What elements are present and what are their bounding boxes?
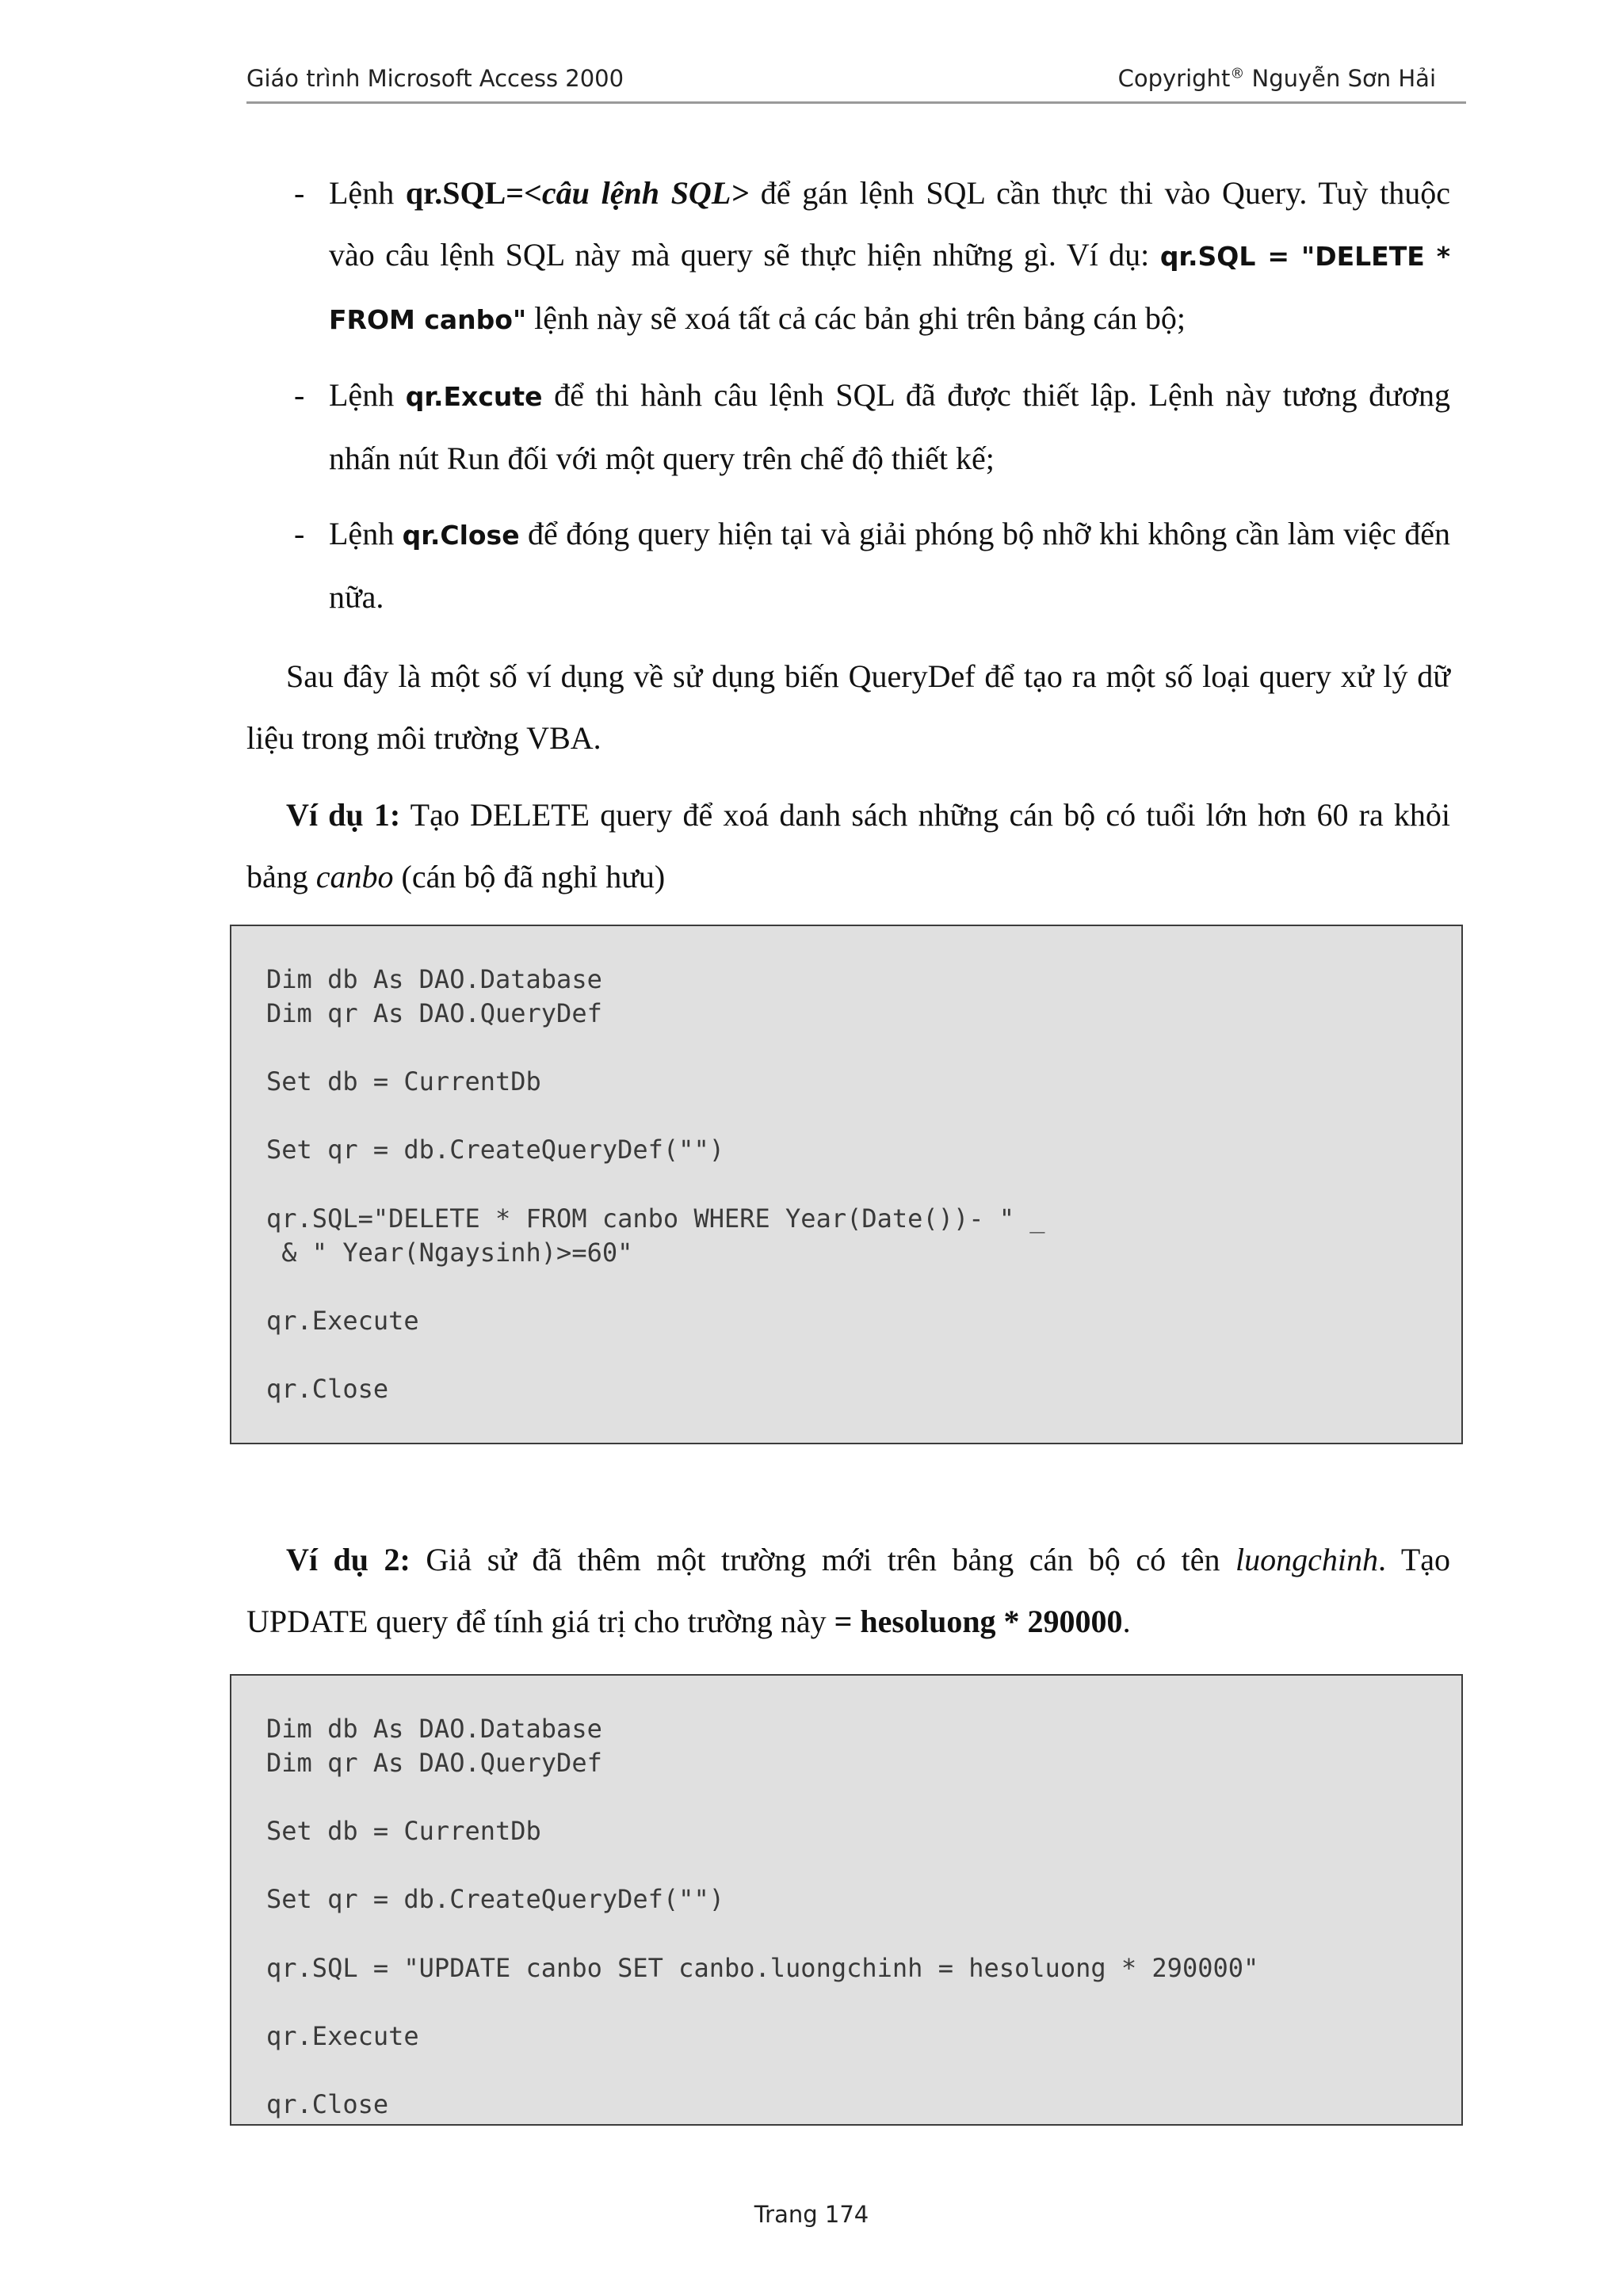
keyword-bold: qr.SQL= bbox=[405, 175, 525, 211]
code-line: & " Year(Ngaysinh)>=60" bbox=[266, 1238, 633, 1268]
bullet-qr-sql bbox=[294, 162, 1450, 351]
text-run: Tạo DELETE query để xoá danh sách những cán bộ có tuổi lớn hơn 60 ra khỏi bảng bbox=[246, 797, 1451, 894]
example-2-description bbox=[246, 1529, 1450, 1653]
code-line: Set db = CurrentDb bbox=[266, 1066, 541, 1097]
example-label: Ví dụ 2: bbox=[286, 1542, 411, 1577]
inline-code: qr.SQL = "DELETE * FROM canbo" bbox=[329, 241, 1451, 335]
code-line: Dim db As DAO.Database bbox=[266, 964, 602, 994]
bullet-qr-close bbox=[294, 503, 1450, 628]
text-run: . Tạo UPDATE query để tính giá trị cho trường này bbox=[246, 1542, 1451, 1639]
inline-code: qr.Excute bbox=[405, 381, 543, 412]
bullet-text bbox=[329, 162, 1450, 351]
example-label: Ví dụ 1: bbox=[286, 797, 401, 833]
intro-text: Sau đây là một số ví dụng về sử dụng biến QueryDef để tạo ra một số loại query xử lý dữ liệu trong môi trường VBA. bbox=[246, 658, 1450, 756]
bullet-qr-excute bbox=[294, 364, 1450, 490]
text-run: (cán bộ đã nghỉ hưu) bbox=[393, 859, 666, 894]
text-run: Lệnh bbox=[329, 175, 406, 211]
text-run: để đóng query hiện tại và giải phóng bộ nhỡ khi không cần làm việc đến nữa. bbox=[329, 516, 1450, 615]
header-title: Giáo trình Microsoft Access 2000 bbox=[246, 65, 624, 92]
code-line: Set qr = db.CreateQueryDef("") bbox=[266, 1135, 724, 1165]
code-block-delete-query bbox=[230, 925, 1463, 1444]
bullet-text bbox=[329, 503, 1450, 628]
code-line: qr.Close bbox=[266, 1374, 389, 1404]
code-line: Dim db As DAO.Database bbox=[266, 1714, 602, 1744]
bullet-dash: - bbox=[294, 377, 305, 413]
code-line: Dim qr As DAO.QueryDef bbox=[266, 1748, 602, 1778]
example-1-description bbox=[246, 784, 1450, 908]
code-line: qr.Execute bbox=[266, 2021, 419, 2051]
field-name-italic: luongchinh bbox=[1235, 1542, 1379, 1577]
intro-paragraph bbox=[246, 646, 1450, 769]
table-name-italic: canbo bbox=[315, 859, 394, 894]
formula-bold: = hesoluong * 290000 bbox=[834, 1604, 1123, 1639]
code-line: qr.SQL="DELETE * FROM canbo WHERE Year(Date())- " _ bbox=[266, 1203, 1045, 1234]
code-line: qr.Close bbox=[266, 2089, 389, 2119]
code-line: qr.Execute bbox=[266, 1306, 419, 1336]
author-name: Nguyễn Sơn Hải bbox=[1244, 65, 1436, 92]
text-run: Lệnh bbox=[329, 377, 406, 413]
code-line: Dim qr As DAO.QueryDef bbox=[266, 998, 602, 1028]
bullet-text bbox=[329, 364, 1450, 490]
bullet-dash: - bbox=[294, 175, 305, 211]
page-number: Trang 174 bbox=[754, 2201, 869, 2228]
copyright-label: Copyright bbox=[1117, 65, 1231, 92]
code-line: qr.SQL = "UPDATE canbo SET canbo.luongchinh = hesoluong * 290000" bbox=[266, 1953, 1259, 1983]
text-run: Giả sử đã thêm một trường mới trên bảng cán bộ có tên bbox=[410, 1542, 1236, 1577]
text-run: để thi hành câu lệnh SQL đã được thiết lập. Lệnh này tương đương nhấn nút Run đối với một query trên chế độ thiết kế; bbox=[329, 377, 1450, 476]
page-header bbox=[246, 62, 1466, 104]
text-run: . bbox=[1122, 1604, 1131, 1639]
code-line: Set db = CurrentDb bbox=[266, 1816, 541, 1846]
inline-code: qr.Close bbox=[402, 520, 520, 551]
placeholder-bold-italic: <câu lệnh SQL> bbox=[524, 175, 750, 211]
code-line: Set qr = db.CreateQueryDef("") bbox=[266, 1884, 724, 1914]
header-copyright bbox=[1118, 65, 1436, 92]
registered-mark: ® bbox=[1230, 65, 1245, 82]
text-run: Lệnh bbox=[329, 516, 403, 551]
bullet-dash: - bbox=[294, 516, 305, 551]
code-block-update-query bbox=[230, 1674, 1463, 2126]
text-run: lệnh này sẽ xoá tất cả các bản ghi trên bảng cán bộ; bbox=[526, 300, 1186, 336]
text-run: để gán lệnh SQL cần thực thi vào Query. Tuỳ thuộc vào câu lệnh SQL này mà query sẽ thực hiện những gì. Ví dụ: bbox=[329, 175, 1451, 273]
